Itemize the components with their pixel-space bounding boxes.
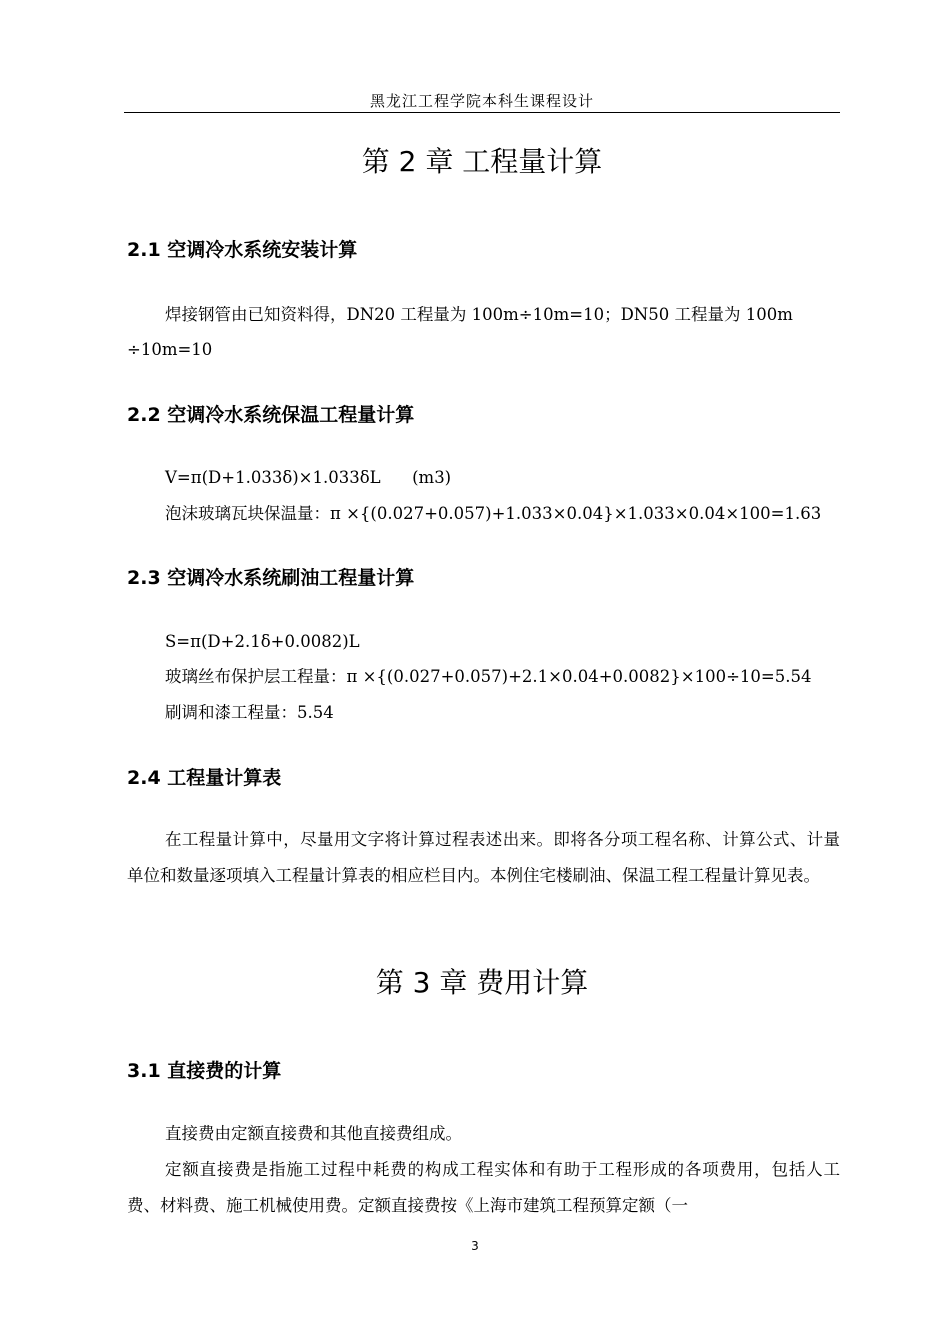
section-2-3-title: 2.3 空调冷水系统刷油工程量计算: [127, 567, 415, 589]
insulation-formula: V=π(D+1.033δ)×1.033δL (m3): [165, 468, 452, 487]
chapter-3-title: 第 3 章 费用计算: [375, 966, 589, 999]
insulation-calculation: 泡沫玻璃瓦块保温量：π ×{(0.027+0.057)+1.033×0.04}×1.033×0.04×100=1.63: [165, 504, 822, 523]
protective-layer-calculation: 玻璃丝布保护层工程量：π ×{(0.027+0.057)+2.1×0.04+0.0082}×100÷10=5.54: [165, 667, 812, 686]
section-2-1-title: 2.1 空调冷水系统安装计算: [127, 239, 358, 261]
page-header: 黑龙江工程学院本科生课程设计: [369, 92, 594, 110]
paint-quantity: 刷调和漆工程量：5.54: [165, 703, 334, 722]
section-2-4-title: 2.4 工程量计算表: [127, 767, 282, 789]
section-2-1-line-1: 焊接钢管由已知资料得，DN20 工程量为 100m÷10m=10；DN50 工程量为 100m: [165, 305, 793, 324]
section-3-1-paragraph-1: 直接费由定额直接费和其他直接费组成。: [165, 1124, 462, 1143]
chapter-2-title: 第 2 章 工程量计算: [361, 145, 603, 178]
section-2-2-title: 2.2 空调冷水系统保温工程量计算: [127, 404, 415, 426]
painting-formula: S=π(D+2.1δ+0.0082)L: [165, 632, 360, 651]
section-2-4-paragraph: 在工程量计算中，尽量用文字将计算过程表述出来。即将各分项工程名称、计算公式、计量单位和数量逐项填入工程量计算表的相应栏目内。本例住宅楼刷油、保温工程工程量计算见表。: [127, 830, 840, 885]
page-number: 3: [471, 1239, 479, 1253]
section-2-1-line-2: ÷10m=10: [127, 340, 213, 359]
header-rule: [124, 112, 840, 113]
section-3-1-paragraph-2: 定额直接费是指施工过程中耗费的构成工程实体和有助于工程形成的各项费用，包括人工费、材料费、施工机械使用费。定额直接费按《上海市建筑工程预算定额（一: [127, 1160, 840, 1215]
section-3-1-title: 3.1 直接费的计算: [127, 1060, 282, 1082]
